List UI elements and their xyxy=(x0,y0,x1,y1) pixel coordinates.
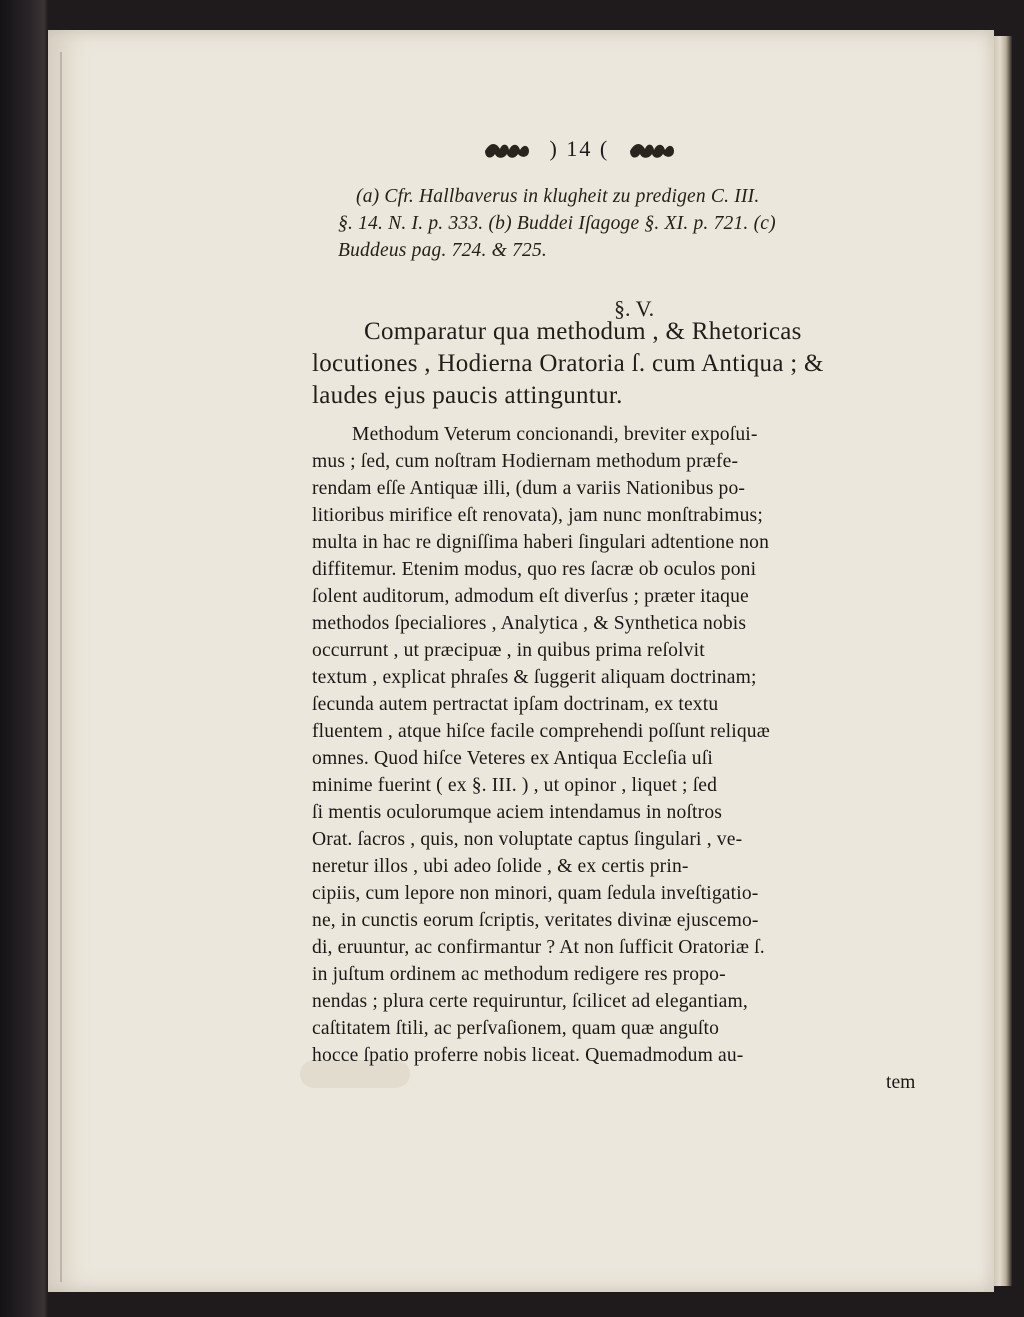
section-heading-line: Comparatur qua methodum , & Rhetoricas xyxy=(364,318,802,345)
body-line: litioribus mirifice eſt renovata), jam nunc monſtrabimus; xyxy=(312,505,763,526)
body-line: occurrunt , ut præcipuæ , in quibus prima reſolvit xyxy=(312,640,705,661)
body-line: ſi mentis oculorumque aciem intendamus in noſtros xyxy=(312,802,723,823)
page-header xyxy=(482,136,762,162)
footnote-line: (a) Cfr. Hallbaverus in klugheit zu predigen C. III. xyxy=(356,186,760,207)
body-line: minime fuerint ( ex §. III. ) , ut opinor , liquet ; ſed xyxy=(312,775,718,796)
right-ornament-icon xyxy=(627,140,677,162)
binding-shadow xyxy=(60,52,62,1282)
body-line: in juſtum ordinem ac methodum redigere res propo- xyxy=(312,964,726,985)
body-line: ſolent auditorum, admodum eſt diverſus ; præter itaque xyxy=(312,586,749,607)
body-line: cipiis, cum lepore non minori, quam ſedula inveſtigatio- xyxy=(312,883,759,904)
page-edge xyxy=(994,36,1012,1286)
body-line: methodos ſpecialiores , Analytica , & Synthetica nobis xyxy=(312,613,747,634)
body-line: fluentem , atque hiſce facile comprehendi poſſunt reliquæ xyxy=(312,721,770,742)
footnote-line: §. 14. N. I. p. 333. (b) Buddei Iſagoge §. XI. p. 721. (c) xyxy=(338,213,776,234)
body-line: neretur illos , ubi adeo ſolide , & ex certis prin- xyxy=(312,856,689,877)
body-line: ſecunda autem pertractat ipſam doctrinam, ex textu xyxy=(312,694,719,715)
section-heading-line: laudes ejus paucis attinguntur. xyxy=(312,382,623,409)
body-line: ne, in cunctis eorum ſcriptis, veritates divinæ ejuscemo- xyxy=(312,910,759,931)
body-line: hocce ſpatio proferre nobis liceat. Quemadmodum au- xyxy=(312,1045,744,1066)
body-line: Methodum Veterum concionandi, breviter expoſui- xyxy=(352,424,758,445)
body-line: nendas ; plura certe requiruntur, ſcilicet ad elegantiam, xyxy=(312,991,748,1012)
body-line: omnes. Quod hiſce Veteres ex Antiqua Eccleſia uſi xyxy=(312,748,713,769)
body-line: Orat. ſacros , quis, non voluptate captus ſingulari , ve- xyxy=(312,829,743,850)
body-line: textum , explicat phraſes & ſuggerit aliquam doctrinam; xyxy=(312,667,757,688)
section-number: §. V. xyxy=(614,296,655,321)
section-heading-line: locutiones , Hodierna Oratoria ſ. cum Antiqua ; & xyxy=(312,350,824,377)
catchword: tem xyxy=(886,1072,916,1093)
body-line: diffitemur. Etenim modus, quo res ſacræ ob oculos poni xyxy=(312,559,757,580)
body-line: mus ; ſed, cum noſtram Hodiernam methodum præfe- xyxy=(312,451,739,472)
body-line: caſtitatem ſtili, ac perſvaſionem, quam quæ anguſto xyxy=(312,1018,720,1039)
left-ornament-icon xyxy=(482,140,532,162)
body-line: multa in hac re digniſſima haberi ſingulari adtentione non xyxy=(312,532,770,553)
body-line: rendam eſſe Antiquæ illi, (dum a variis Nationibus po- xyxy=(312,478,746,499)
footnote-line: Buddeus pag. 724. & 725. xyxy=(338,240,547,261)
body-line: di, eruuntur, ac confirmantur ? At non ſufficit Oratoriæ ſ. xyxy=(312,937,765,958)
page-number: ) 14 ( xyxy=(549,136,610,161)
